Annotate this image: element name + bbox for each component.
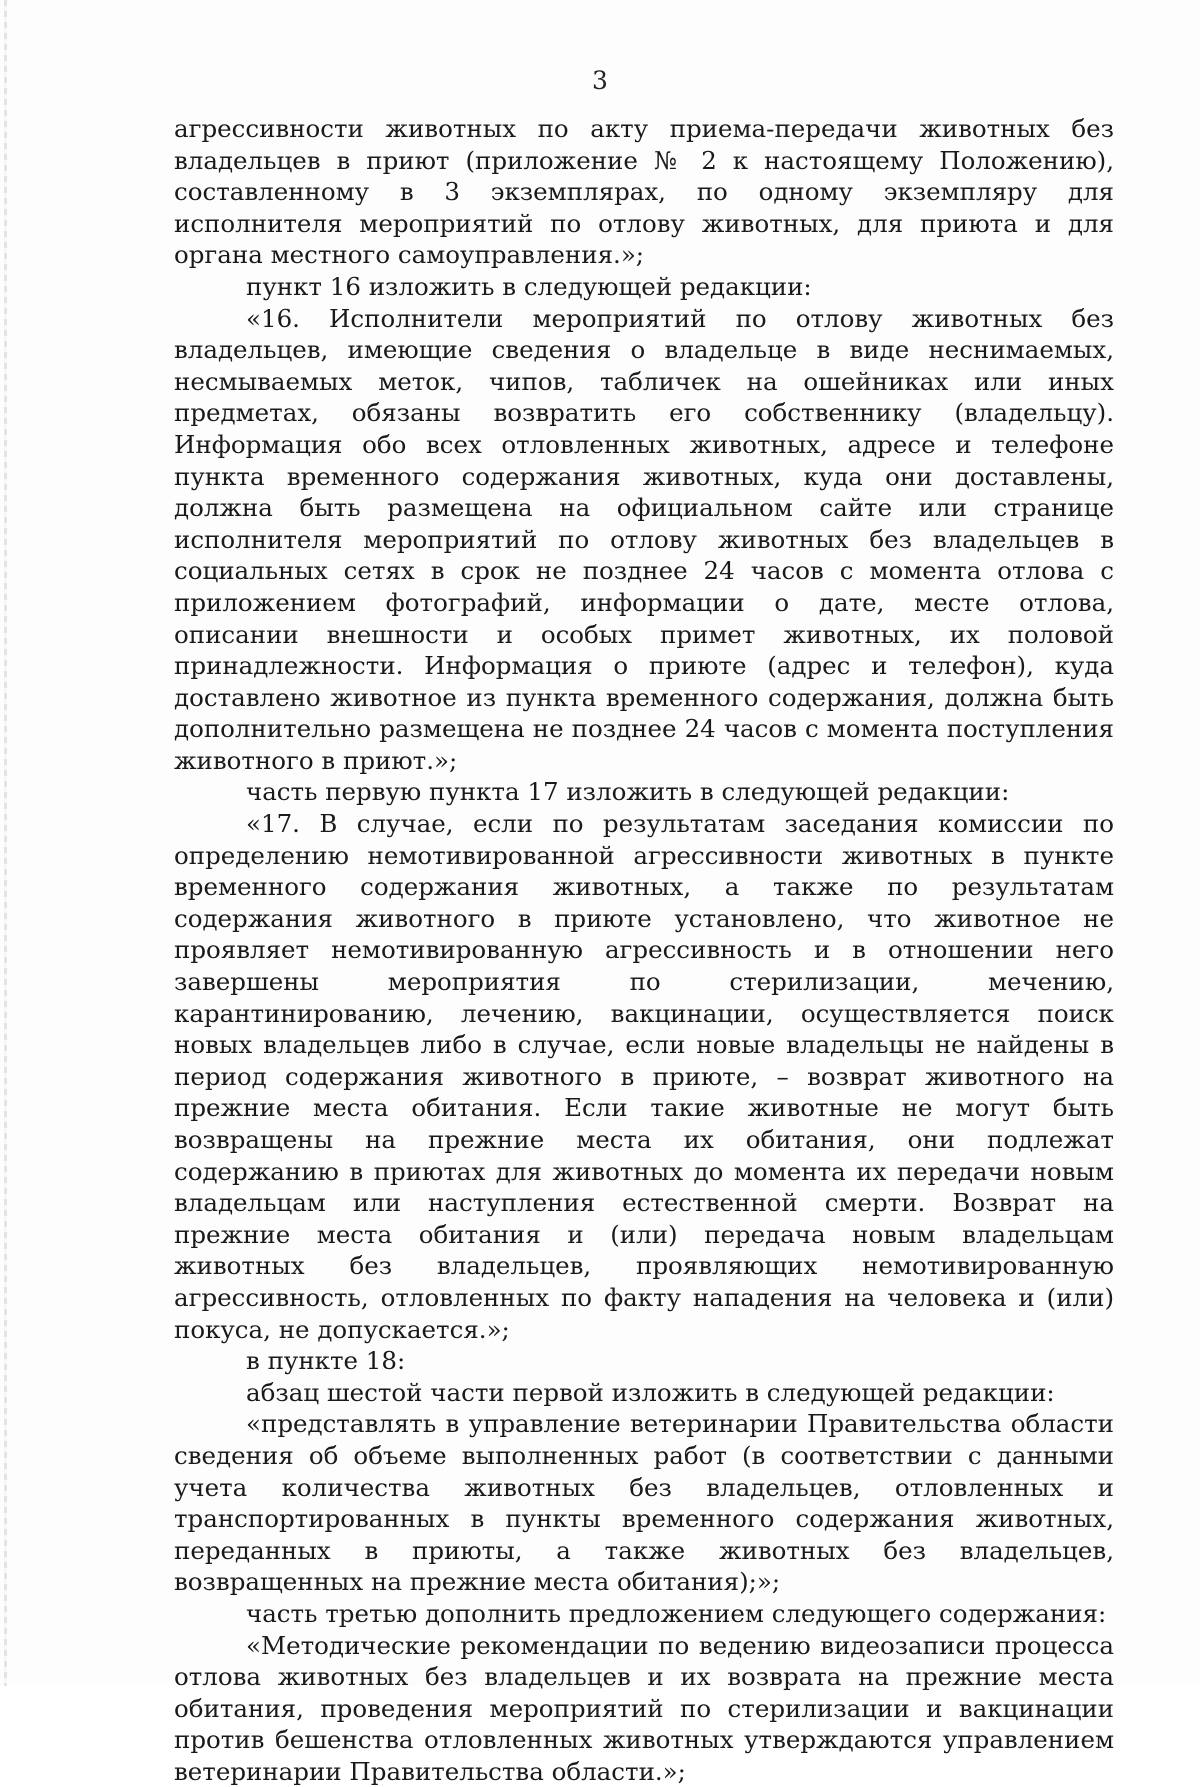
scan-edge-artifact [4,0,7,1686]
paragraph-continuation: агрессивности животных по акту приема-передачи животных без владельцев в приют (приложение № 2 к настоящему Положению), составленному в 3 экземплярах, по одному экземпляру для исполнителя мероприятий по отлову животных, для приюта и для органа местного самоуправления.»; [174,113,1114,271]
paragraph-part-three-intro: часть третью дополнить предложением следующего содержания: [174,1598,1114,1630]
paragraph-item-18-sub-intro: абзац шестой части первой изложить в следующей редакции: [174,1377,1114,1409]
paragraph-item-18-sub-text: «представлять в управление ветеринарии Правительства области сведения об объеме выполненных работ (в соответствии с данными учета количества животных без владельцев, отловленных и транспортированных в пункты временного содержания животных, переданных в приюты, а также животных без владельцев, возвращенных на прежние места обитания);»; [174,1408,1114,1598]
paragraph-item-16-text: «16. Исполнители мероприятий по отлову животных без владельцев, имеющие сведения о владельце в виде неснимаемых, несмываемых меток, чипов, табличек на ошейниках или иных предметах, обязаны возвратить его собственнику (владельцу). Информация обо всех отловленных животных, адресе и телефоне пункта временного содержания животных, куда они доставлены, должна быть размещена на официальном сайте или странице исполнителя мероприятий по отлову животных без владельцев в социальных сетях в срок не позднее 24 часов с момента отлова с приложением фотографий, информации о дате, месте отлова, описании внешности и особых примет животных, их половой принадлежности. Информация о приюте (адрес и телефон), куда доставлено животное из пункта временного содержания, должна быть дополнительно размещена не позднее 24 часов с момента поступления животного в приют.»; [174,303,1114,777]
paragraph-item-17-text: «17. В случае, если по результатам заседания комиссии по определению немотивированной агрессивности животных в пункте временного содержания животных, а также по результатам содержания животного в приюте установлено, что животное не проявляет немотивированную агрессивность и в отношении него завершены мероприятия по стерилизации, мечению, карантинированию, лечению, вакцинации, осуществляется поиск новых владельцев либо в случае, если новые владельцы не найдены в период содержания животного в приюте, – возврат животного на прежние места обитания. Если такие животные не могут быть возвращены на прежние места их обитания, они подлежат содержанию в приютах для животных до момента их передачи новым владельцам или наступления естественной смерти. Возврат на прежние места обитания и (или) передача новым владельцам животных без владельцев, проявляющих немотивированную агрессивность, отловленных по факту нападения на человека и (или) покуса, не допускается.»; [174,808,1114,1345]
page-number: 3 [0,66,1200,95]
paragraph-item-18-intro: в пункте 18: [174,1345,1114,1377]
paragraph-item-16-intro: пункт 16 изложить в следующей редакции: [174,271,1114,303]
paragraph-part-three-text: «Методические рекомендации по ведению видеозаписи процесса отлова животных без владельцев и их возврата на прежние места обитания, проведения мероприятий по стерилизации и вакцинации против бешенства отловленных животных утверждаются управлением ветеринарии Правительства области.»; [174,1630,1114,1787]
document-body [174,113,1114,1787]
paragraph-item-17-intro: часть первую пункта 17 изложить в следующей редакции: [174,776,1114,808]
